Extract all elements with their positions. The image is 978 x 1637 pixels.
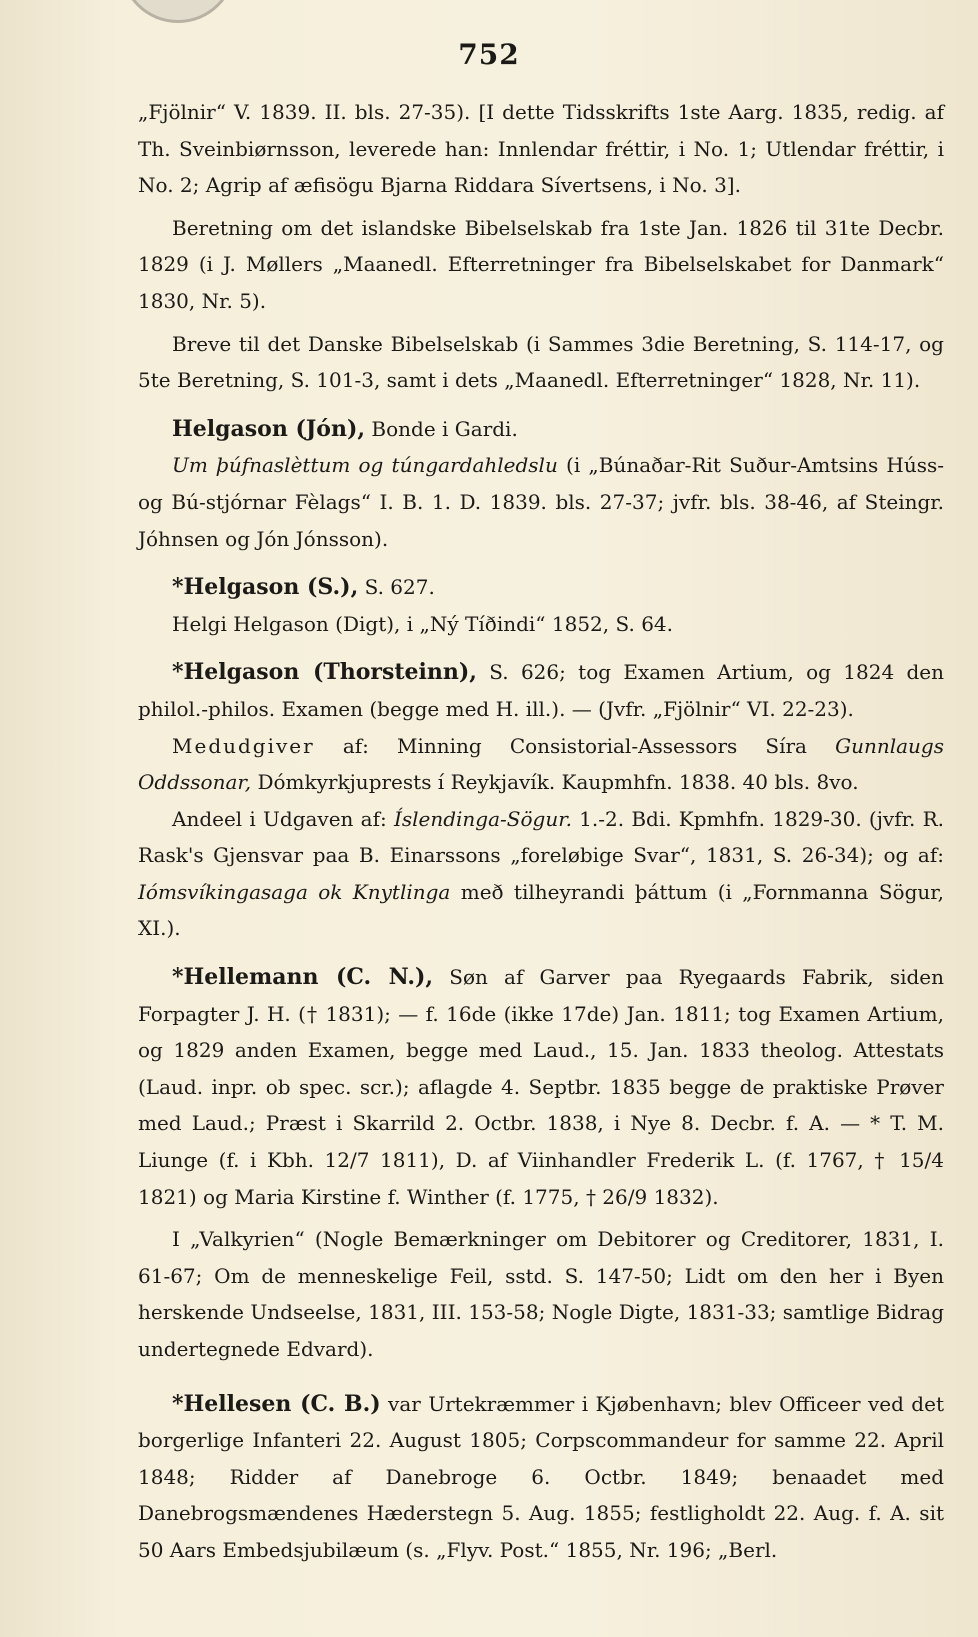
entry-hellesen (138, 1386, 944, 1569)
paragraph-fjolnir-ref: „Fjölnir“ V. 1839. II. bls. 27-35). [I dette Tidsskrifts 1ste Aarg. 1835, redig. af Th. Sveinbiørnsson, leverede han: Innlendar fréttir, i No. 1; Utlendar fréttir, i No. 2; Agrip af æfisögu Bjarna Riddara Sívertsens, i No. 3]. (138, 100, 944, 198)
work-title: Gunnlaugs Oddssonar, (138, 733, 944, 795)
entry-heading: Helgason (Jón), (172, 415, 366, 442)
entry-heading: *Helgason (Thorsteinn), (172, 659, 477, 686)
entry-helgason-jon (138, 411, 944, 448)
entry-heading: *Hellesen (C. B.) (172, 1390, 381, 1417)
entry-heading: *Helgason (S.), (172, 574, 359, 601)
page-number: 752 (458, 38, 520, 71)
paragraph-valkyrien: I „Valkyrien“ (Nogle Bemærkninger om Debitorer og Creditorer, 1831, I. 61-67; Om de menneskelige Feil, sstd. S. 147-50; Lidt om den her i Byen herskende Undseelse, 1831, III. 153-58; Nogle Digte, 1831-33; samtlige Bidrag undertegnede Edvard). (138, 1227, 944, 1361)
paragraph-beretning: Beretning om det islandske Bibelselskab fra 1ste Jan. 1826 til 31te Decbr. 1829 (i J. Møllers „Maanedl. Efterretninger fra Bibelselskabet for Danmark“ 1830, Nr. 5). (138, 215, 944, 313)
paragraph-andeel: Andeel i Udgaven af: Íslendinga-Sögur. 1.-2. Bdi. Kpmhfn. 1829-30. (jvfr. R. Rask's Gjensvar paa B. Einarssons „foreløbige Svar“, 1831, S. 26-34); og af: Iómsvíkingasaga ok Knytlinga með tilheyrandi þáttum (i „Fornmanna Sögur, XI.). (138, 806, 944, 941)
entry-helgason-s (138, 569, 944, 606)
paragraph-helgi: Helgi Helgason (Digt), i „Ný Tíðindi“ 1852, S. 64. (172, 611, 673, 636)
entry-text: Søn af Garver paa Ryegaards Fabrik, siden Forpagter J. H. († 1831); — f. 16de (ikke 17de) Jan. 1811; tog Examen Artium, og 1829 anden Examen, begge med Laud., 15. Jan. 1833 theolog. Attestats (Laud. inpr. ob spec. scr.); aflagde 4. Septbr. 1835 begge de praktiske Prøver med Laud.; Præst i Skarrild 2. Octbr. 1838, i Nye 8. Decbr. f. A. — * T. M. Liunge (f. i Kbh. 12/7 1811), D. af Viinhandler Frederik L. (f. 1767, † 15/4 1821) og Maria Kirstine f. Winther (f. 1775, † 26/9 1832). (138, 965, 944, 1209)
paragraph-medudgiver: Medudgiver af: Minning Consistorial-Assessors Síra Gunnlaugs Oddssonar, Dómkyrkjuprests í Reykjavík. Kaupmhfn. 1838. 40 bls. 8vo. (138, 733, 944, 795)
entry-heading: *Hellemann (C. N.), (172, 964, 434, 991)
entry-text: var Urtekræmmer i Kjøbenhavn; blev Officeer ved det borgerlige Infanteri 22. August 1805; Corpscommandeur for samme 22. April 1848; Ridder af Danebroge 6. Octbr. 1849; benaadet med Danebrogsmændenes Hæderstegn 5. Aug. 1855; festligholdt 22. Aug. f. A. sit 50 Aars Embedsjubilæum (s. „Flyv. Post.“ 1855, Nr. 196; „Berl. (138, 1391, 944, 1562)
entry-text: Bonde i Gardi. (365, 416, 518, 441)
work-title: Íslendinga-Sögur. (393, 806, 572, 831)
entry-hellemann (138, 959, 944, 1215)
work-title: Iómsvíkingasaga ok Knytlinga (138, 879, 451, 904)
entry-text: S. 626; tog Examen Artium, og 1824 den philol.-philos. Examen (begge med H. ill.). — (Jvfr. „Fjölnir“ VI. 22-23). (138, 660, 945, 721)
paragraph-breve: Breve til det Danske Bibelselskab (i Sammes 3die Beretning, S. 114-17, og 5te Beretning, S. 101-3, samt i dets „Maanedl. Efterretninger“ 1828, Nr. 11). (138, 331, 944, 393)
binding-clip-decoration (120, 0, 236, 23)
page-body (138, 94, 944, 1569)
paragraph-thufnasl: Um þúfnaslèttum og túngardahledslu (i „Búnaðar-Rit Suður-Amtsins Húss- og Bú-stjórnar Fèlags“ I. B. 1. D. 1839. bls. 27-37; jvfr. bls. 38-46, af Steingr. Jóhnsen og Jón Jónsson). (138, 453, 945, 551)
entry-text: S. 627. (358, 575, 435, 600)
work-title: Um þúfnaslèttum og túngardahledslu (172, 453, 558, 478)
entry-helgason-thorsteinn (138, 654, 944, 727)
